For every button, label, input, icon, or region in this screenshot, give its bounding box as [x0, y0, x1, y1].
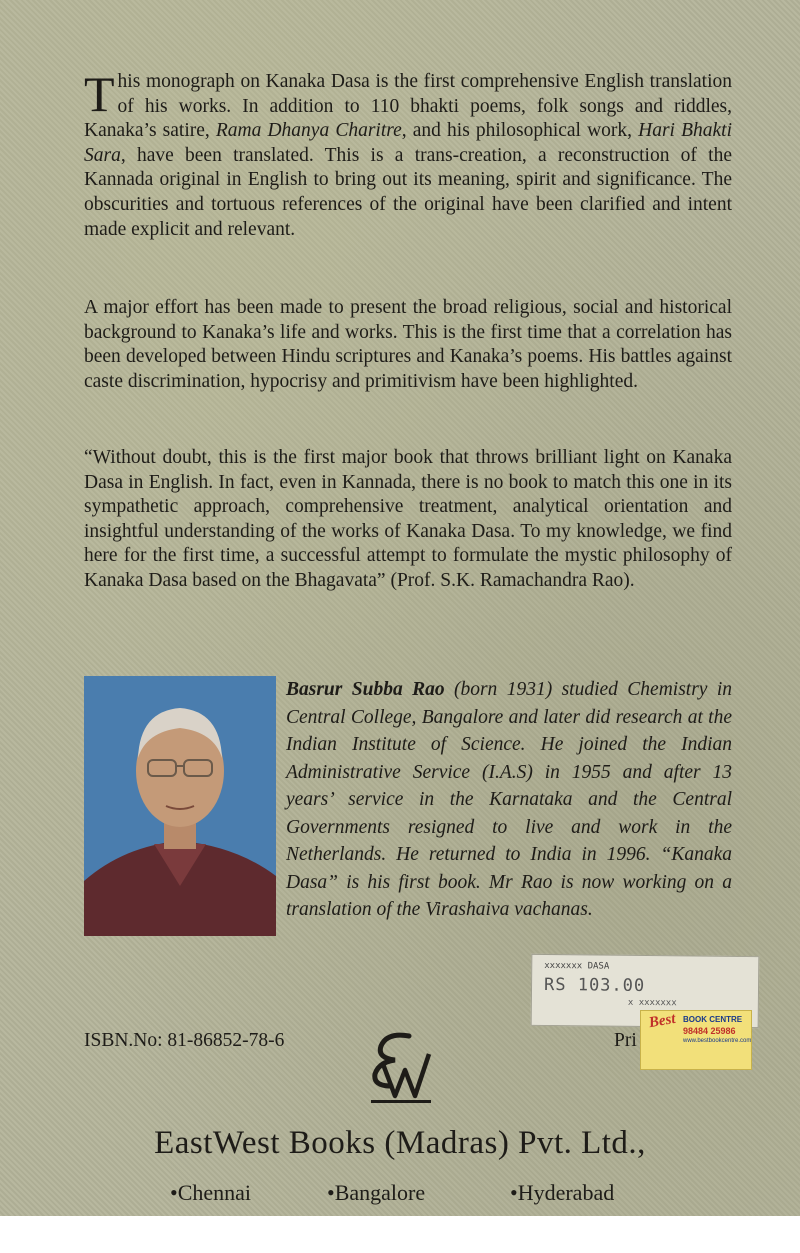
satire-title: Rama Dhanya Charitre	[215, 120, 402, 142]
price-label: Pri	[614, 1030, 637, 1051]
philosophy-title: Hari Bhakti Sara	[84, 120, 732, 166]
drop-cap: T	[84, 66, 115, 122]
description-paragraph-1	[84, 66, 732, 242]
city-hyderabad: •Hyderabad	[510, 1180, 615, 1205]
paragraph-1-text-c: , have been translated. This is a trans-creation, a reconstruction of the Kannada original in English to bring out its meaning, spirit and significance. The obscurities and tortuous references of the original have been clarified and intent made explicit and relevant.	[84, 144, 732, 240]
paragraph-1-text-b: , and his philosophical work,	[401, 120, 639, 142]
isbn: ISBN.No: 81-86852-78-6	[84, 1030, 285, 1051]
shop-name: BOOK CENTRE	[683, 1015, 743, 1024]
author-bio	[84, 676, 732, 946]
price-sticker-price: RS 103.00	[543, 974, 646, 997]
paragraph-1-text-a: his monograph on Kanaka Dasa is the first comprehensive English translation of his works. In addition to 110 bhakti poems, folk songs and riddles, Kanaka’s satire,	[84, 71, 732, 142]
description-paragraph-2: A major effort has been made to present the broad religious, social and historical background to Kanaka’s life and works. This is the first time that a correlation has been developed between Hindu scriptures and Kanaka’s poems. His battles against caste discrimination, hypocrisy and primitivism have been highlighted.	[84, 297, 732, 392]
photo-spacer	[84, 676, 286, 946]
bookshop-sticker	[640, 1010, 752, 1070]
shop-web: www.bestbookcentre.com	[683, 1038, 752, 1044]
city-bangalore: •Bangalore	[327, 1180, 426, 1205]
review-quote: “Without doubt, this is the first major book that throws brilliant light on Kanaka Dasa in English. In fact, even in Kannada, there is no book to match this one in its sympathetic approach, comprehensive treatment, analytical orientation and insightful understanding of the works of Kanaka Dasa. To my knowledge, we find here for the first time, a successful attempt to formulate the mystic philosophy of Kanaka Dasa based on the Bhagavata” (Prof. S.K. Ramachandra Rao).	[84, 447, 732, 591]
publisher-name: EastWest Books (Madras) Pvt. Ltd.,	[154, 1125, 646, 1161]
shop-phone: 98484 25986	[683, 1026, 736, 1036]
shop-brand: Best	[647, 1010, 677, 1032]
price-sticker-line1: xxxxxxx DASA	[544, 960, 610, 972]
city-chennai: •Chennai	[170, 1180, 252, 1205]
author-name: Basrur Subba Rao	[286, 679, 445, 700]
author-bio-text: (born 1931) studied Chemistry in Central College, Bangalore and later did research at the Indian Institute of Science. He joined the Indian Administrative Service (I.A.S) in 1955 and after 13 years’ service in the Karnataka and the Central Governments resigned to live and work in the Netherlands. He returned to India in 1996. “Kanaka Dasa” is his first book. Mr Rao is now working on a translation of the Virashaiva vachanas.	[286, 679, 732, 920]
eastwest-logo-icon	[365, 1030, 437, 1108]
price-sticker-line3: x xxxxxxx	[627, 997, 677, 1009]
